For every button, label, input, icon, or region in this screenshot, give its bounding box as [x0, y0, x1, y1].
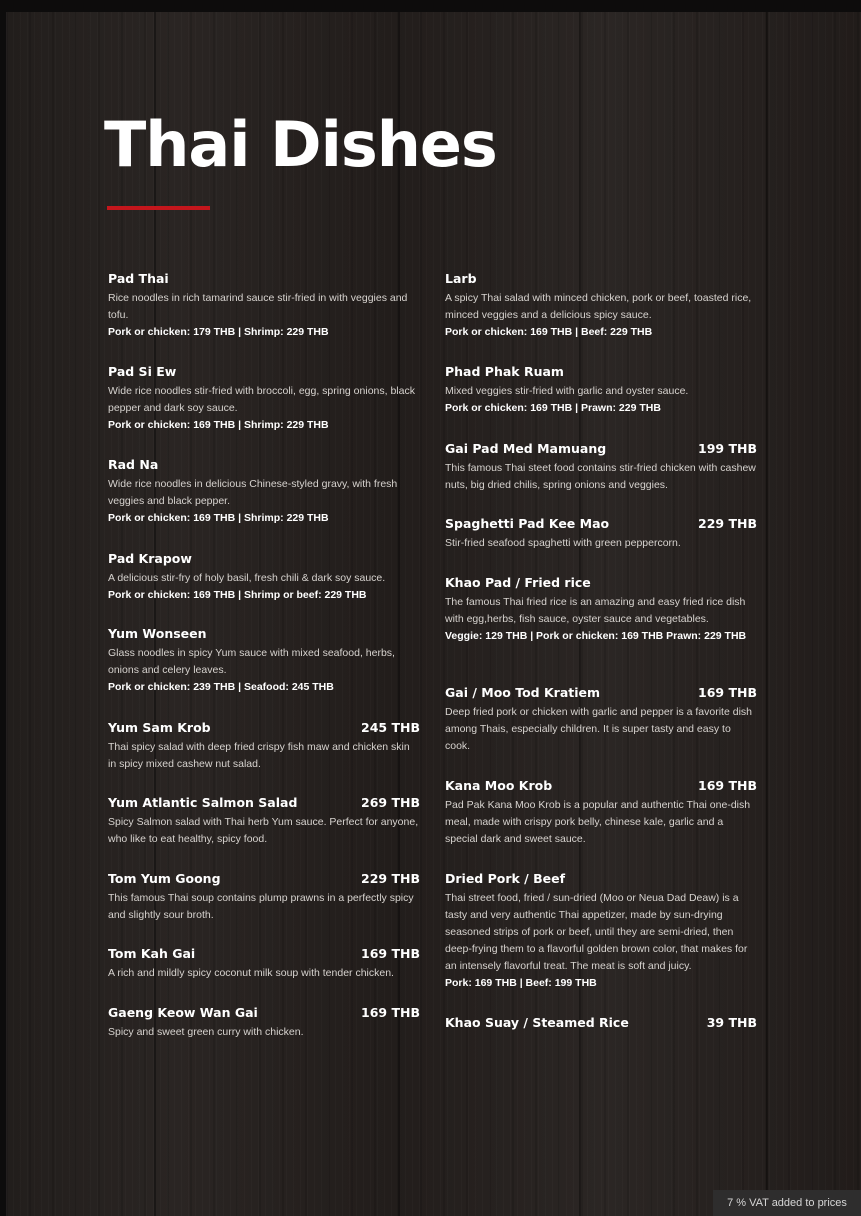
dish-name: Larb	[445, 271, 477, 286]
menu-item	[445, 684, 757, 755]
dish-description: This famous Thai steet food contains stir-fried chicken with cashew nuts, big dried chilis, spring onions and veggies.	[445, 462, 756, 491]
menu-page	[6, 12, 861, 1216]
dish-description: This famous Thai soup contains plump prawns in a perfectly spicy and slightly sour broth.	[108, 892, 414, 921]
dish-name: Tom Yum Goong	[108, 871, 221, 886]
dish-name: Khao Suay / Steamed Rice	[445, 1015, 629, 1030]
dish-description: A spicy Thai salad with minced chicken, pork or beef, toasted rice, minced veggies and a delicious spicy sauce.	[445, 292, 752, 321]
dish-name: Pad Si Ew	[108, 364, 177, 379]
menu-item-header	[108, 719, 420, 737]
dish-description: Glass noodles in spicy Yum sauce with mixed seafood, herbs, onions and celery leaves.	[108, 647, 395, 676]
dish-name: Phad Phak Ruam	[445, 364, 564, 379]
dish-description: A delicious stir-fry of holy basil, fresh chili & dark soy sauce.	[108, 572, 386, 584]
dish-price: 169 THB	[361, 1005, 420, 1020]
dish-description: Spicy and sweet green curry with chicken.	[108, 1026, 304, 1038]
menu-item	[108, 945, 420, 982]
menu-item-header	[108, 270, 420, 288]
dish-price-options: Pork: 169 THB | Beef: 199 THB	[445, 977, 597, 989]
dish-price: 169 THB	[361, 946, 420, 961]
dish-price-options: Pork or chicken: 179 THB | Shrimp: 229 THB	[108, 326, 329, 338]
menu-item-header	[108, 870, 420, 888]
dish-name: Gai / Moo Tod Kratiem	[445, 685, 601, 700]
menu-item-header	[108, 550, 420, 568]
menu-item	[108, 456, 420, 527]
menu-item	[108, 870, 420, 924]
menu-item	[445, 574, 757, 645]
dish-price-options: Veggie: 129 THB | Pork or chicken: 169 THB Prawn: 229 THB	[445, 630, 747, 642]
dish-name: Yum Wonseen	[108, 626, 207, 641]
dish-description: Thai street food, fried / sun-dried (Moo or Neua Dad Deaw) is a tasty and very authentic Thai appetizer, made by sun-drying seasoned strips of pork or beef, until they are semi-dried, then deep-frying them to a flavorful golden brown color, that makes for an intensely flavorful treat. The meat is soft and juicy.	[445, 892, 748, 972]
dish-price-options: Pork or chicken: 239 THB | Seafood: 245 THB	[108, 681, 334, 693]
menu-item	[108, 550, 420, 604]
menu-item-header	[108, 456, 420, 474]
dish-price: 39 THB	[706, 1015, 757, 1030]
menu-item-header	[445, 363, 757, 381]
menu-item	[108, 719, 420, 773]
dish-price-options: Pork or chicken: 169 THB | Beef: 229 THB	[445, 326, 653, 338]
dish-name: Kana Moo Krob	[445, 778, 553, 793]
dish-name: Rad Na	[108, 457, 159, 472]
menu-item	[445, 270, 757, 341]
dish-description: Spicy Salmon salad with Thai herb Yum sauce. Perfect for anyone, who like to eat healthy, spicy food.	[108, 816, 419, 845]
menu-item-header	[445, 515, 757, 533]
menu-item-header	[445, 1014, 757, 1032]
vat-note: 7 % VAT added to prices	[713, 1190, 861, 1216]
menu-item-header	[445, 270, 757, 288]
menu-item-header	[445, 684, 757, 702]
dish-description: A rich and mildly spicy coconut milk soup with tender chicken.	[108, 967, 394, 979]
menu-item	[108, 794, 420, 848]
dish-name: Gaeng Keow Wan Gai	[108, 1005, 258, 1020]
menu-item-header	[445, 574, 757, 592]
dish-price-options: Pork or chicken: 169 THB | Shrimp: 229 THB	[108, 419, 329, 431]
menu-item-header	[108, 1004, 420, 1022]
dish-description: The famous Thai fried rice is an amazing and easy fried rice dish with egg,herbs, fish sauce, oyster sauce and vegetables.	[445, 596, 746, 625]
dish-description: Rice noodles in rich tamarind sauce stir-fried in with veggies and tofu.	[108, 292, 408, 321]
menu-item	[108, 625, 420, 696]
dish-price: 199 THB	[698, 441, 757, 456]
dish-description: Wide rice noodles in delicious Chinese-styled gravy, with fresh veggies and black pepper.	[108, 478, 398, 507]
menu-item-header	[108, 945, 420, 963]
dish-name: Khao Pad / Fried rice	[445, 575, 591, 590]
menu-item-header	[445, 440, 757, 458]
menu-item	[445, 440, 757, 494]
dish-name: Tom Kah Gai	[108, 946, 196, 961]
menu-item-header	[445, 870, 757, 888]
menu-item-header	[108, 625, 420, 643]
dish-price: 169 THB	[698, 778, 757, 793]
dish-name: Pad Krapow	[108, 551, 192, 566]
dish-price: 229 THB	[698, 516, 757, 531]
menu-item	[445, 870, 757, 992]
menu-item-header	[108, 794, 420, 812]
menu-item	[445, 515, 757, 552]
menu-item	[108, 1004, 420, 1041]
wood-grain	[766, 12, 768, 1216]
dish-name: Spaghetti Pad Kee Mao	[445, 516, 610, 531]
menu-item	[108, 363, 420, 434]
dish-price-options: Pork or chicken: 169 THB | Shrimp or beef: 229 THB	[108, 589, 367, 601]
menu-item-header	[445, 777, 757, 795]
title-accent-line	[107, 206, 210, 210]
page-title: Thai Dishes	[104, 108, 497, 181]
dish-price: 245 THB	[361, 720, 420, 735]
dish-name: Dried Pork / Beef	[445, 871, 566, 886]
menu-item	[445, 363, 757, 417]
menu-item	[445, 777, 757, 848]
dish-description: Wide rice noodles stir-fried with broccoli, egg, spring onions, black pepper and dark soy sauce.	[108, 385, 415, 414]
dish-price: 269 THB	[361, 795, 420, 810]
menu-item	[108, 270, 420, 341]
dish-name: Pad Thai	[108, 271, 169, 286]
dish-description: Thai spicy salad with deep fried crispy fish maw and chicken skin in spicy mixed cashew nut salad.	[108, 741, 410, 770]
dish-price: 229 THB	[361, 871, 420, 886]
menu-item-header	[108, 363, 420, 381]
dish-description: Stir-fried seafood spaghetti with green peppercorn.	[445, 537, 681, 549]
dish-name: Yum Sam Krob	[108, 720, 211, 735]
dish-description: Mixed veggies stir-fried with garlic and oyster sauce.	[445, 385, 689, 397]
dish-description: Deep fried pork or chicken with garlic and pepper is a favorite dish among Thais, especially children. It is super tasty and easy to cook.	[445, 706, 752, 752]
dish-description: Pad Pak Kana Moo Krob is a popular and authentic Thai one-dish meal, made with crispy pork belly, chinese kale, garlic and a special dark and sweet sauce.	[445, 799, 751, 845]
dish-price-options: Pork or chicken: 169 THB | Prawn: 229 THB	[445, 402, 661, 414]
dish-price: 169 THB	[698, 685, 757, 700]
dish-name: Gai Pad Med Mamuang	[445, 441, 607, 456]
dish-price-options: Pork or chicken: 169 THB | Shrimp: 229 THB	[108, 512, 329, 524]
dish-name: Yum Atlantic Salmon Salad	[108, 795, 298, 810]
menu-item	[445, 1014, 757, 1032]
